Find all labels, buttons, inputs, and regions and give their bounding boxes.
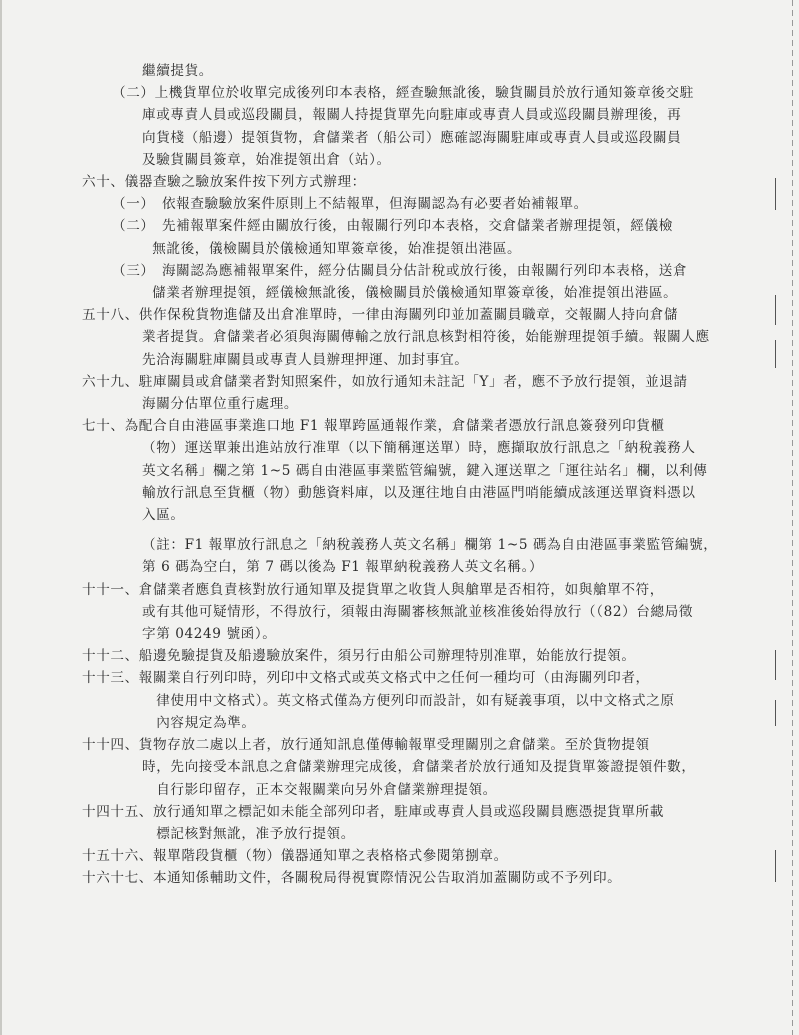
text-line: 五十八、供作保稅貨物進儲及出倉准單時，一律由海關列印並加蓋關員職章，交報關人持向倉儲 [82,307,679,324]
text-line: 標記核對無訛，准予放行提領。 [142,825,355,842]
text-line: 時，先向接受本訊息之倉儲業辦理完成後，倉儲業者於放行通知及提貨單簽證提領件數， [142,759,696,776]
text-line: 繼續提貨。 [142,63,213,79]
text-line: 無訛後，儀檢關員於儀檢通知單簽章後，始准提領出港區。 [138,240,522,257]
text-line: 及驗貨關員簽章，始准提領出倉（站）。 [142,151,391,168]
revision-bar [775,850,776,882]
scan-edge-left [0,0,2,1035]
text-line: 六十九、駐庫關員或倉儲業者對知照案件，如放行通知未註記「Y」者，應不予放行提領，並退請 [82,373,688,390]
text-line: 內容規定為準。 [142,714,256,731]
text-line: 十十一、倉儲業者應負責核對放行通知單及提貨單之收貨人與艙單是否相符，如與艙單不符， [82,581,664,598]
revision-bar [775,700,776,726]
text-line: 十六十七、本通知係輔助文件，各關稅局得視實際情況公告取消加蓋關防或不予列印。 [82,870,622,887]
text-line: 十十四、貨物存放二處以上者，放行通知訊息僅傳輸報單受理關別之倉儲業。至於貨物提領 [82,737,650,754]
text-line: （註：F1 報單放行訊息之「納稅義務人英文名稱」欄第 1~5 碼為自由港區事業監管編號， [142,537,718,554]
text-line: 儲業者辦理提領，經儀檢無訛後，儀檢關員於儀檢通知單簽章後，始准提領出港區。 [138,285,678,302]
scan-edge-right [792,0,793,1035]
text-line: 十十三、報關業自行列印時，列印中文格式或英文格式中之任何一種均可（由海關列印者， [82,670,650,687]
text-line: 向貨棧（船邊）提領貨物，倉儲業者（船公司）應確認海關駐庫或專責人員或巡段關員 [142,129,682,146]
text-line: 律使用中文格式）。英文格式僅為方便列印而設計，如有疑義事項，以中文格式之原 [142,692,675,709]
text-line: 海關分估單位重行處理。 [142,396,299,413]
text-line: （一） 依報查驗驗放案件原則上不結報單，但海關認為有必要者始補報單。 [112,196,588,213]
text-line: （二）上機貨單位於收單完成後列印本表格，經查驗無訛後，驗貨關員於放行通知簽章後交駐 [112,85,694,102]
text-line: 庫或專責人員或巡段關員，報關人持提貨單先向駐庫或專責人員或巡段關員辦理後，再 [142,107,682,124]
text-line: 第 6 碼為空白，第 7 碼以後為 F1 報單納稅義務人英文名稱。） [142,559,544,576]
revision-bar [775,295,776,325]
text-line: 十十二、船邊免驗提貨及船邊驗放案件，須另行由船公司辦理特別准單，始能放行提領。 [82,648,636,665]
text-line: 業者提貨。倉儲業者必須與海關傳輸之放行訊息核對相符後，始能辦理提領手續。報關人應 [142,329,710,346]
text-line: 入區。 [142,507,185,524]
text-line: 字第 04249 號函）。 [142,626,277,643]
text-line: 或有其他可疑情形，不得放行，須報由海關審核無訛並核准後始得放行（（82）台總局徵 [142,603,694,620]
text-line: 英文名稱」欄之第 1~5 碼自由港區事業監管編號，鍵入運送單之「運往站名」欄，以利傳 [142,462,708,479]
text-line: （三） 海關認為應補報單案件，經分估關員分估計稅或放行後，由報關行列印本表格，送倉 [112,262,688,279]
text-line: （二） 先補報單案件經由關放行後，由報關行列印本表格，交倉儲業者辦理提領，經儀檢 [112,218,673,235]
revision-bar [775,650,776,680]
text-line: 十五十六、報單階段貨櫃（物）儀器通知單之表格格式參閱第捌章。 [82,848,508,865]
revision-bar [775,340,776,368]
text-line: 七十、為配合自由港區事業進口地 F1 報單跨區通報作業，倉儲業者憑放行訊息簽發列印貨櫃 [82,418,665,435]
text-line: 六十、儀器查驗之驗放案件按下列方式辦理： [82,174,366,191]
text-line: 自行影印留存，正本交報關業向另外倉儲業辦理提領。 [142,781,497,798]
text-line: 先洽海關駐庫關員或專責人員辦理押運、加封事宜。 [142,351,469,368]
line-gap [82,526,747,534]
revision-bar [775,178,776,210]
text-line: （物）運送單兼出進站放行准單（以下簡稱運送單）時，應擷取放行訊息之「納稅義務人 [142,440,696,457]
document-body [82,60,747,890]
text-line: 輸放行訊息至貨櫃（物）動態資料庫，以及運往地自由港區門哨能續成該運送單資料憑以 [142,484,696,501]
text-line: 十四十五、放行通知單之標記如未能全部列印者，駐庫或專責人員或巡段關員應憑提貨單所載 [82,803,664,820]
